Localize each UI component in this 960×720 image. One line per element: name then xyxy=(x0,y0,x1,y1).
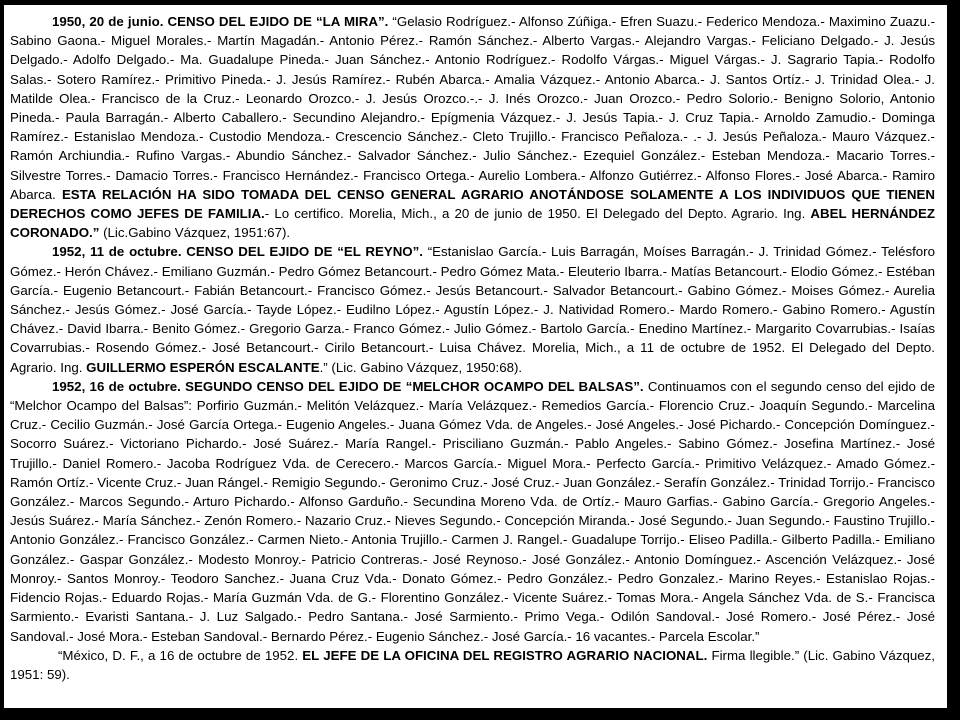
paragraph-heading: 1950, 20 de junio. CENSO DEL EJIDO DE “LA MIRA”. xyxy=(52,14,389,29)
signer-name: ABEL HERNÁNDEZ CORONADO.” xyxy=(10,206,935,241)
signer-name: GUILLERMO ESPERÓN ESCALANTE xyxy=(86,359,320,375)
office-emphasis: EL JEFE DE LA OFICINA DEL REGISTRO AGRARIO NACIONAL. xyxy=(302,647,708,663)
paragraph-body: Continuamos con el segundo censo del ejido de “Melchor Ocampo del Balsas”: Porfirio Guzmán.- Melitón Velázquez.- María Velázquez.- Remedios García.- Florencio Cruz.- Joaquín Segundo.- Marcelina Cruz.- Cecilio Guzmán.- José García Ortega.- Eugenio Angeles.- Juana Gómez Vda. de Angeles.- José Angeles.- José Pichardo.- Concepción Domínguez.- Socorro Suárez.- Victoriano Pichardo.- José Suárez.- María Rangel.- Prisciliano Guzmán.- Pablo Angeles.- Sabino Gómez.- Josefina Martínez.- José Trujillo.- Daniel Romero.- Jacoba Rodríguez Vda. de Cerecero.- Marcos García.- Miguel Mora.- Perfecto García.- Primitivo Velázquez.- Amado Gómez.- Ramón Ortíz.- Vicente Cruz.- Juan Rángel.- Remigio Segundo.- Geronimo Cruz.- José Cruz.- Juan González.- Serafín González.- Trinidad Torrijo.- Francisco González.- Marcos Segundo.- Arturo Pichardo.- Alfonso Garduño.- Secundina Moreno Vda. de Ortíz.- Mauro Garfias.- Gabino García.- Gregorio Angeles.- Jesús Suárez.- María Sánchez.- Zenón Romero.- Nazario Cruz.- Nieves Segundo.- Concepción Miranda.- José Segundo.- Juan Segundo.- Faustino Trujillo.- Antonio González.- Francisco González.- Carmen Nieto.- Antonia Trujillo.- Carmen J. Rangel.- Guadalupe Torrijo.- Eliseo Padilla.- Gilberto Padilla.- Emiliano González.- Gaspar González.- Modesto Monroy.- Patricio Contreras.- José Reynoso.- José González.- Antonio Domínguez.- Ascención Velázquez.- José Monroy.- Santos Monroy.- Teodoro Sanchez.- Juana Cruz Vda.- Donato Gómez.- Pedro González.- Pedro Gonzalez.- Marino Reyes.- Estanislao Rojas.- Fidencio Rojas.- Eduardo Rojas.- María Guzmán Vda. de G.- Florentino González.- Vicente Suárez.- Tomas Mora.- Angela Sánchez Vda. de S.- Francisca Sarmiento.- Evaristi Santana.- J. Luz Salgado.- Pedro Santana.- José Sarmiento.- Primo Vega.- Odilón Sandoval.- José Romero.- José Pérez.- José Sandoval.- José Mora.- Esteban Sandoval.- Bernardo Pérez.- Eugenio Sánchez.- José García.- 16 vacantes.- Parcela Escolar.” xyxy=(10,378,935,644)
source-citation: (Lic.Gabino Vázquez, 1951:67). xyxy=(99,225,291,241)
paragraph-heading: 1952, 16 de octubre. SEGUNDO CENSO DEL EJIDO DE “MELCHOR OCAMPO DEL BALSAS”. xyxy=(52,378,644,394)
paragraph-heading: 1952, 11 de octubre. CENSO DEL EJIDO DE “EL REYNO”. xyxy=(52,244,423,260)
paragraph-body: “Estanislao García.- Luis Barragán, Moíses Barragán.- J. Trinidad Gómez.- Telésforo Gómez.- Herón Chávez.- Emiliano Guzmán.- Pedro Gómez Betancourt.- Pedro Gómez Mata.- Eleuterio Ibarra.- Matías Betancourt.- Elodio Gómez.- Estéban García.- Eugenio Betancourt.- Fabián Betancourt.- Francisco Gómez.- Jesús Betancourt.- Salvador Betancourt.- Gabino Gómez.- Moises Gómez.- Aurelia Sánchez.- Jesús Gómez.- José García.- Tayde López.- Eudilno López.- Agustín López.- J. Natividad Romero.- Mardo Romero.- Gabino Romero.- Agustín Chávez.- David Ibarra.- Benito Gómez.- Gregorio Garza.- Franco Gómez.- Julio Gómez.- Bartolo García.- Enedino Martínez.- Margarito Covarrubias.- Isaías Covarrubias.- Rosendo Gómez.- José Betancourt.- Cirilo Betancourt.- Luisa Chávez. Morelia, Mich., a 11 de octubre de 1952. El Delegado del Depto. Agrario. Ing. xyxy=(10,244,935,375)
paragraph-closing-signature xyxy=(10,646,935,684)
document-page xyxy=(4,5,947,708)
paragraph-la-mira-census xyxy=(10,12,935,242)
paragraph-el-reyno-census xyxy=(10,242,935,376)
closing-text: “México, D. F., a 16 de octubre de 1952. xyxy=(58,647,303,663)
certification-emphasis: ESTA RELACIÓN HA SIDO TOMADA DEL CENSO GENERAL AGRARIO ANOTÁNDOSE SOLAMENTE A LOS INDIVIDUOS QUE TIENEN DERECHOS COMO JEFES DE FAMILIA. xyxy=(10,186,936,222)
document-text xyxy=(10,12,935,684)
paragraph-body: “Gelasio Rodríguez.- Alfonso Zúñiga.- Efren Suazu.- Federico Mendoza.- Maximino Zuazu.- Sabino Gaona.- Miguel Morales.- Martín Magadán.- Antonio Pérez.- Ramón Sánchez.- Alberto Vargas.- Alejandro Vargas.- Feliciano Delgado.- J. Jesús Delgado.- Adolfo Delgado.- Ma. Guadalupe Pineda.- Juan Sánchez.- Antonio Rodríguez.- Rodolfo Várgas.- Miguel Várgas.- J. Sagrario Tapia.- Rodolfo Salas.- Sotero Ramírez.- Primitivo Pineda.- J. Jesús Ramírez.- Rubén Abarca.- Amalia Vázquez.- Antonio Abarca.- J. Santos Ortíz.- J. Trinidad Olea.- J. Matilde Olea.- Francisco de la Cruz.- Leonardo Orozco.- J. Jesús Orozco.-.- J. Inés Orozco.- Juan Orozco.- Pedro Solorio.- Benigno Solorio, Antonio Pineda.- Paula Barragán.- Alberto Caballero.- Secundino Alejandro.- Epígmenia Vázquez.- J. Jesús Tapia.- J. Cruz Tapia.- Arnoldo Zamudio.- Dominga Ramírez.- Estanislao Mendoza.- Custodio Mendoza.- Crescencio Sánchez.- Cleto Trujillo.- Francisco Peñaloza.- .- J. Jesús Peñaloza.- Mauro Vázquez.- Ramón Archiundia.- Rufino Vargas.- Abundio Sánchez.- Salvador Sánchez.- Julio Sánchez.- Ezequiel González.- Esteban Mendoza.- Macario Torres.- Silvestre Torres.- Damacio Torres.- Francisco Hernández.- Francisco Ortega.- Aurelio Lombera.- Alfonzo Gutiérrez.- Alfonso Flores.- José Abarca.- Ramiro Abarca. xyxy=(10,14,935,202)
paragraph-melchor-ocampo-census xyxy=(10,377,935,646)
source-citation: .” (Lic. Gabino Vázquez, 1950:68). xyxy=(319,359,523,375)
certification-text: - Lo certifico. Morelia, Mich., a 20 de junio de 1950. El Delegado del Depto. Agrario. Ing. xyxy=(264,206,811,222)
source-citation: Firma llegible.” (Lic. Gabino Vázquez, 1951: 59). xyxy=(10,647,935,682)
